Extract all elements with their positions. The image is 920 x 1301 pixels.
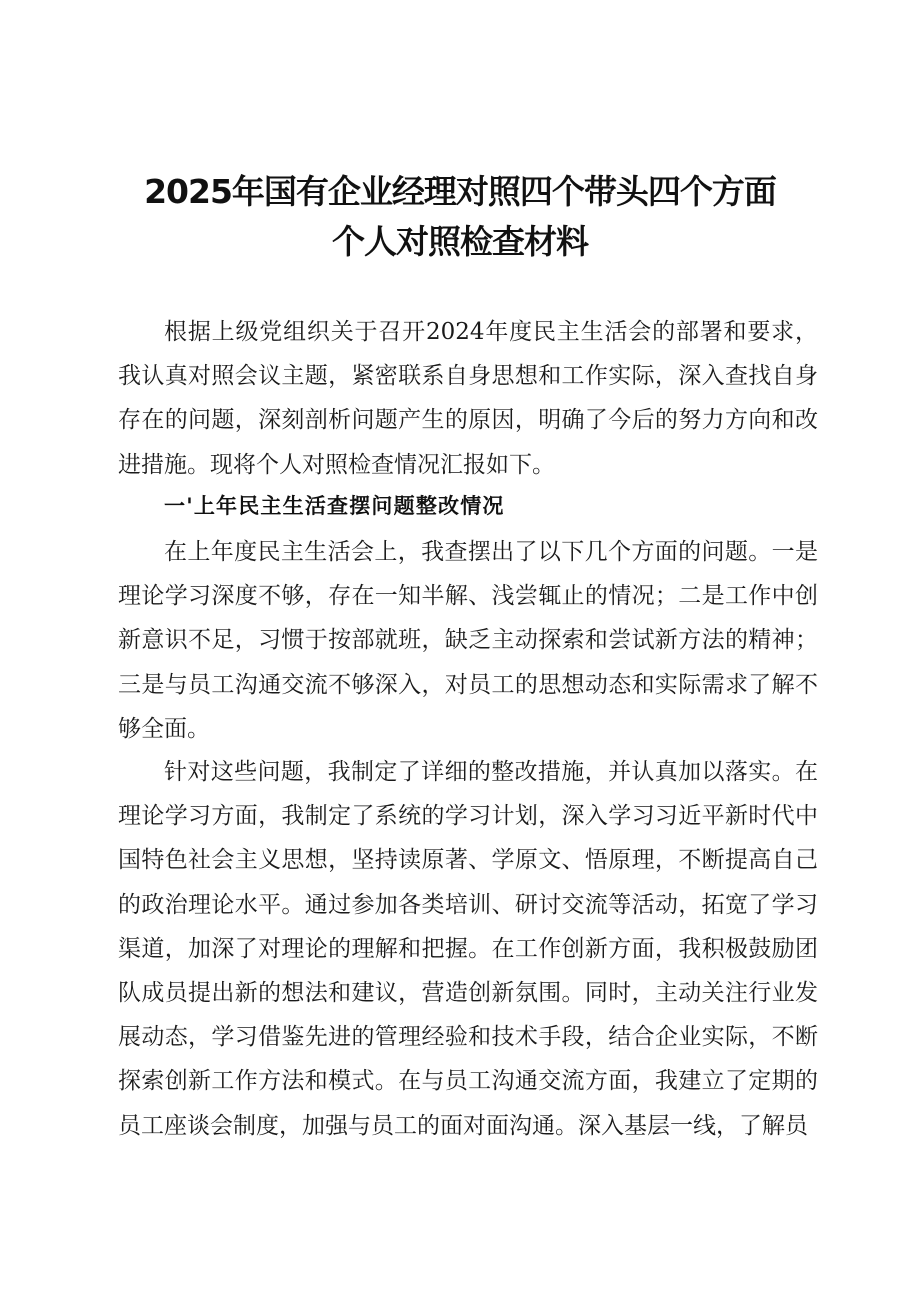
document-title-line2: 个人对照检查材料 bbox=[332, 222, 588, 261]
document-title-line1: 2025年国有企业经理对照四个带头四个方面 bbox=[144, 172, 776, 211]
section1-paragraph-1: 在上年度民主生活会上，我查摆出了以下几个方面的问题。一是理论学习深度不够，存在一知半解、浅尝辄止的情况；二是工作中创新意识不足，习惯于按部就班，缺乏主动探索和尝试新方法的精神；三是与员工沟通交流不够深入，对员工的思想动态和实际需求了解不够全面。 bbox=[118, 539, 818, 742]
section-heading-1: 一'上年民主生活查摆问题整改情况 bbox=[164, 494, 505, 518]
intro-paragraph: 根据上级党组织关于召开2024年度民主生活会的部署和要求，我认真对照会议主题，紧密联系自身思想和工作实际，深入查找自身存在的问题，深刻剖析问题产生的原因，明确了今后的努力方向和改进措施。现将个人对照检查情况汇报如下。 bbox=[118, 319, 818, 478]
section1-paragraph-2: 针对这些问题，我制定了详细的整改措施，并认真加以落实。在理论学习方面，我制定了系统的学习计划，深入学习习近平新时代中国特色社会主义思想，坚持读原著、学原文、悟原理，不断提高自己的政治理论水平。通过参加各类培训、研讨交流等活动，拓宽了学习渠道，加深了对理论的理解和把握。在工作创新方面，我积极鼓励团队成员提出新的想法和建议，营造创新氛围。同时，主动关注行业发展动态，学习借鉴先进的管理经验和技术手段，结合企业实际，不断探索创新工作方法和模式。在与员工沟通交流方面，我建立了定期的员工座谈会制度，加强与员工的面对面沟通。深入基层一线，了解员 bbox=[118, 759, 818, 1139]
